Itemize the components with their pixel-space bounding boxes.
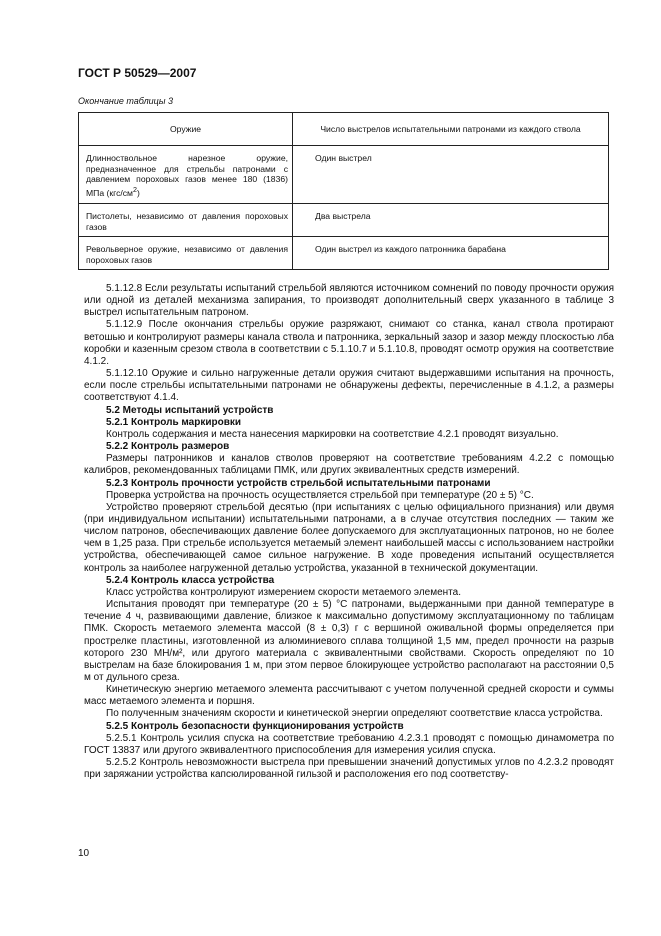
table-row: [79, 204, 609, 237]
heading-5-2-1: 5.2.1 Контроль маркировки: [106, 416, 242, 428]
paragraph: Кинетическую энергию метаемого элемента рассчитывают с учетом полученной средней скорости и суммы масс метаемого элемента и поршня.: [84, 684, 614, 708]
table-caption: Окончание таблицы 3: [78, 96, 173, 106]
cell-weapon: Револьверное оружие, независимо от давления пороховых газов: [79, 237, 293, 270]
heading-5-2: 5.2 Методы испытаний устройств: [106, 404, 274, 416]
table-3: [78, 112, 609, 270]
paragraph-5-2-5-1: 5.2.5.1 Контроль усилия спуска на соответствие требованию 4.2.3.1 проводят с помощью динамометра по ГОСТ 13837 или другого эквивалентного приспособления для измерения усилия спуска.: [84, 732, 614, 756]
cell-shots: Один выстрел из каждого патронника барабана: [293, 237, 609, 270]
paragraph-5-1-12-10: 5.1.12.10 Оружие и сильно нагруженные детали оружия считают выдержавшими испытания на прочность, если после стрельбы испытательными патронами не обнаружены дефекты, перечисленные в 4.1.2, а размеры соответствуют 4.1.4.: [84, 368, 614, 404]
column-header-weapon: Оружие: [79, 113, 293, 146]
table-row: [79, 146, 609, 204]
cell-shots: Один выстрел: [293, 146, 609, 204]
cell-weapon: [79, 146, 293, 204]
paragraph: Проверка устройства на прочность осуществляется стрельбой при температуре (20 ± 5) °С.: [106, 489, 534, 501]
paragraph: По полученным значениям скорости и кинетической энергии определяют соответствие класса устройства.: [106, 708, 603, 720]
table-header-row: [79, 113, 609, 146]
superscript: 2: [132, 185, 137, 194]
cell-weapon: Пистолеты, независимо от давления пороховых газов: [79, 204, 293, 237]
cell-weapon-text: Длинноствольное нарезное оружие, предназначенное для стрельбы патронами с давлением пороховых газов менее 180 (1836) МПа (кгс/см: [86, 153, 288, 198]
paragraph-5-1-12-8: 5.1.12.8 Если результаты испытаний стрельбой являются источником сомнений по поводу прочности оружия или одной из деталей механизма запирания, то производят дополнительный сверх указанного в таблице 3 выстрел испытательным патроном.: [84, 283, 614, 319]
page-number: 10: [78, 848, 90, 859]
body-text: [84, 283, 614, 781]
paragraph: Устройство проверяют стрельбой десятью (при испытаниях с целью официального признания) или двумя (при индивидуальном испытании) испытательными патронами, а в случае отсутствия последних — таким же числом патронов, обеспечивающих давление более допускаемого для эксплуатационных патронов, но не более чем в 1,25 раза. При стрельбе используется метаемый элемент наибольшей массы с использованием настройки устройства, обеспечивающей самое сильное нагружение. В ходе проведения испытаний осуществляется контроль за наиболее нагруженной деталью устройства, указанной в технической документации.: [84, 501, 614, 574]
heading-5-2-2: 5.2.2 Контроль размеров: [106, 441, 230, 453]
table-row: [79, 237, 609, 270]
paragraph: Класс устройства контролируют измерением скорости метаемого элемента.: [106, 586, 461, 598]
paragraph: Размеры патронников и каналов стволов проверяют на соответствие требованиям 4.2.2 с помощью калибров, рекомендованных таблицами ПМК, или других эквивалентных средств измерений.: [84, 453, 614, 477]
heading-5-2-4: 5.2.4 Контроль класса устройства: [106, 574, 275, 586]
paragraph: Контроль содержания и места нанесения маркировки на соответствие 4.2.1 проводят визуально.: [106, 428, 559, 440]
paragraph-5-2-5-2: 5.2.5.2 Контроль невозможности выстрела при превышении значений допустимых углов по 4.2.3.2 проводят при заряжании устройства капсюлированной гильзой и расположения его под соответству-: [84, 757, 614, 781]
paragraph-5-1-12-9: 5.1.12.9 После окончания стрельбы оружие разряжают, снимают со станка, канал ствола протирают ветошью и контролируют размеры канала ствола и патронника, зеркальный зазор и зазор между плоскостью лба коробки и казенным срезом ствола в соответствии с 5.1.10.7 и 5.1.10.8, проводят осмотр оружия на соответствие 4.1.2.: [84, 319, 614, 367]
standard-designation: ГОСТ Р 50529—2007: [78, 66, 197, 80]
paragraph: Испытания проводят при температуре (20 ± 5) °С патронами, выдержанными при данной температуре в течение 4 ч, развивающими давление, близкое к максимально допустимому эксплуатационному по таблицам ПМК. Скорость метаемого элемента массой (8 ± 0,3) г с вершиной оживальной формы определяется при прострелке пластины, изготовленной из алюминиевого сплава толщиной 1,5 мм, предел прочности на разрыв которого 230 МН/м², или другого материала с эквивалентными свойствами. Скорость определяют по 10 выстрелам на базе блокирования 1 м, при этом первое блокирующее устройство располагают на расстоянии 0,5 м от дульного среза.: [84, 599, 614, 683]
heading-5-2-5: 5.2.5 Контроль безопасности функционирования устройств: [106, 720, 404, 732]
cell-weapon-end: ): [136, 187, 140, 198]
cell-shots: Два выстрела: [293, 204, 609, 237]
column-header-shots: Число выстрелов испытательными патронами из каждого ствола: [293, 113, 609, 146]
heading-5-2-3: 5.2.3 Контроль прочности устройств стрельбой испытательными патронами: [106, 477, 491, 489]
